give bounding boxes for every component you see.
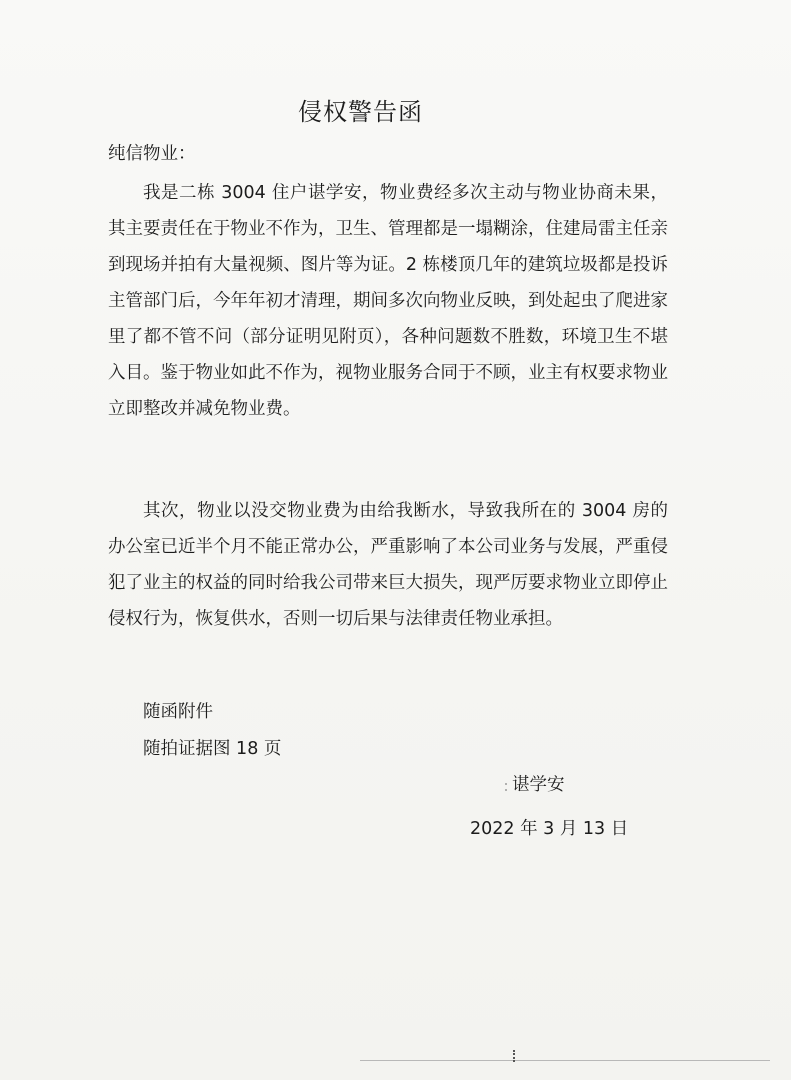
letter-paragraph-2: 其次，物业以没交物业费为由给我断水，导致我所在的 3004 房的办公室已近半个月不能正常办公，严重影响了本公司业务与发展，严重侵犯了业主的权益的同时给我公司带来巨大损失，现严厉要求物业立即停止侵权行为，恢复供水，否则一切后果与法律责任物业承担。 [108, 501, 668, 629]
scan-edge-line [360, 1060, 770, 1061]
letter-date: 2022 年 3 月 13 日 [470, 819, 629, 839]
attachment-item: 随拍证据图 18 页 [143, 739, 282, 759]
scan-speck [505, 789, 507, 791]
attachment-label: 随函附件 [143, 702, 213, 722]
scan-speck [505, 783, 507, 785]
letter-salutation: 纯信物业： [108, 144, 196, 164]
signature: 谌学安 [512, 775, 565, 795]
letter-paragraph-1: 我是二栋 3004 住户谌学安，物业费经多次主动与物业协商未果，其主要责任在于物业不作为，卫生、管理都是一塌糊涂，住建局雷主任亲到现场并拍有大量视频、图片等为证。2 栋楼顶几年的建筑垃圾都是投诉主管部门后，今年年初才清理，期间多次向物业反映，到处起虫了爬进家里了都不管不问（部分证明见附页），各种问题数不胜数，环境卫生不堪入目。鉴于物业如此不作为，视物业服务合同于不顾，业主有权要求物业立即整改并减免物业费。 [108, 183, 668, 419]
scan-artifact-mark [513, 1050, 517, 1062]
letter-title: 侵权警告函 [298, 98, 423, 126]
